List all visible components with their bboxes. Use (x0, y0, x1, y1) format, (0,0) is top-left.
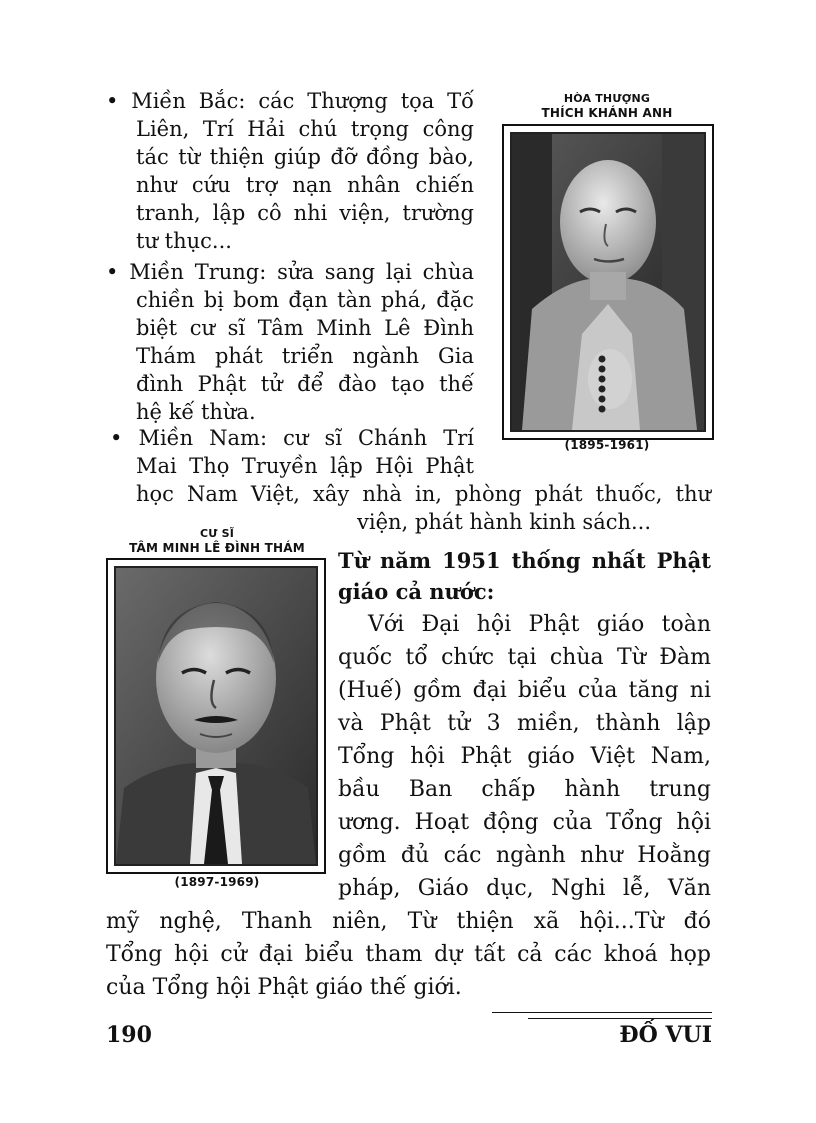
layman-portrait (116, 568, 316, 864)
footer-rule-top (492, 1012, 712, 1013)
photo-1-frame (502, 124, 714, 440)
text-line: như cứu trợ nạn nhân chiến (136, 173, 474, 197)
photo-1-caption-name: THÍCH KHÁNH ANH (541, 106, 673, 120)
photo-2-frame (106, 558, 326, 874)
photo-1-image (510, 132, 706, 432)
text-line: • Miền Bắc: các Thượng tọa Tố (106, 89, 474, 113)
text-line: biệt cư sĩ Tâm Minh Lê Đình (136, 316, 474, 340)
text-line: • Miền Nam: cư sĩ Chánh Trí (110, 426, 474, 450)
photo-2-years: (1897-1969) (174, 875, 260, 889)
monk-portrait (512, 134, 704, 430)
text-line: tác từ thiện giúp đỡ đồng bào, (136, 145, 474, 169)
text-line: học Nam Việt, xây nhà in, phòng phát thuốc, thư (136, 482, 711, 506)
text-line: đình Phật tử để đào tạo thế (136, 372, 474, 396)
section-heading: Từ năm 1951 thống nhất Phật (338, 548, 711, 573)
text-line: mỹ nghệ, Thanh niên, Từ thiện xã hội...Từ đó (106, 909, 711, 934)
photo-2-caption-title: CƯ SĨ (199, 527, 235, 540)
photo-2-caption-name: TÂM MINH LÊ ĐÌNH THÁM (129, 541, 305, 555)
text-line: hệ kế thừa. (136, 400, 256, 424)
text-line: chiền bị bom đạn tàn phá, đặc (136, 288, 474, 312)
text-line: tranh, lập cô nhi viện, trường (136, 201, 474, 225)
text-line: pháp, Giáo dục, Nghi lễ, Văn (338, 876, 711, 901)
text-line: Tổng hội cử đại biểu tham dự tất cả các khoá họp (106, 942, 711, 967)
text-line: Thám phát triển ngành Gia (136, 344, 474, 368)
text-line: (Huế) gồm đại biểu của tăng ni (338, 678, 711, 703)
text-line: gồm đủ các ngành như Hoằng (338, 843, 711, 868)
text-line: tư thục... (136, 229, 232, 253)
text-line: và Phật tử 3 miền, thành lập (338, 711, 711, 736)
page-number: 190 (106, 1022, 152, 1048)
text-line: viện, phát hành kinh sách... (357, 510, 652, 534)
photo-1-caption-title: HÒA THƯỢNG (563, 92, 651, 105)
footer-rule-bottom (528, 1018, 712, 1019)
section-heading: giáo cả nước: (338, 579, 495, 604)
text-line: Mai Thọ Truyền lập Hội Phật (136, 454, 474, 478)
text-line: • Miền Trung: sửa sang lại chùa (106, 260, 474, 284)
text-line: của Tổng hội Phật giáo thế giới. (106, 975, 462, 1000)
photo-2-image (114, 566, 318, 866)
text-line: Tổng hội Phật giáo Việt Nam, (338, 744, 711, 769)
book-title: ĐỐ VUI (619, 1022, 712, 1048)
text-line: Liên, Trí Hải chú trọng công (136, 117, 474, 141)
text-line: ương. Hoạt động của Tổng hội (338, 810, 711, 835)
photo-1-years: (1895-1961) (564, 438, 650, 452)
text-line: quốc tổ chức tại chùa Từ Đàm (338, 645, 711, 670)
text-line: Với Đại hội Phật giáo toàn (368, 612, 711, 637)
text-line: bầu Ban chấp hành trung (338, 777, 711, 802)
